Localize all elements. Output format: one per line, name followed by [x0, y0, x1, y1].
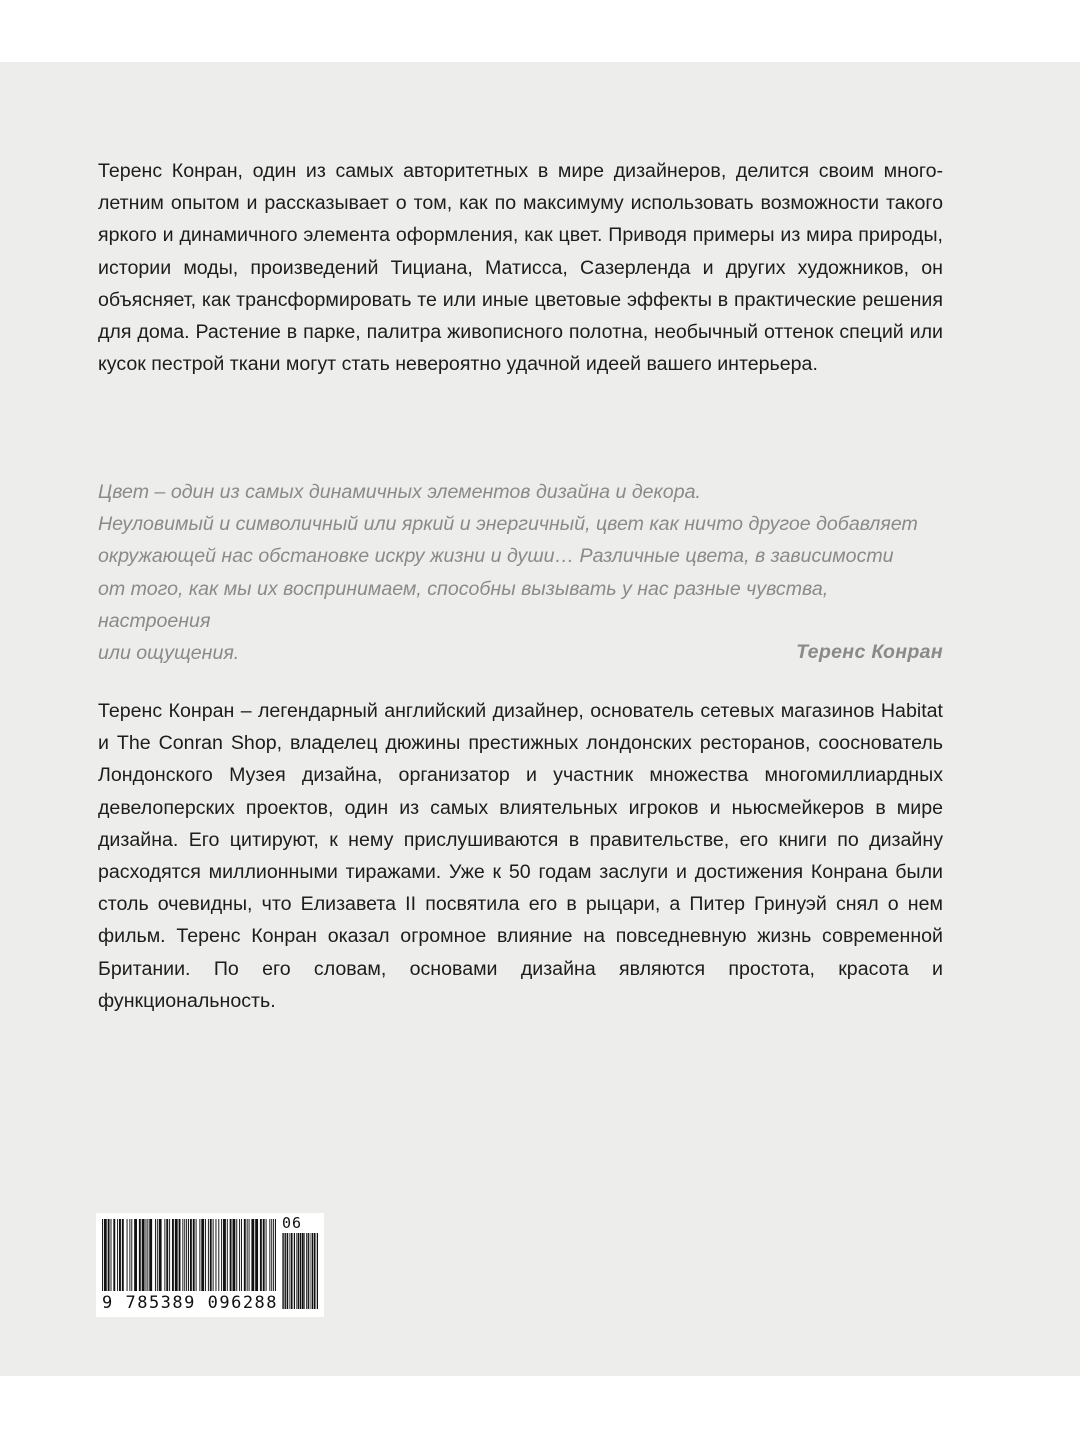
barcode-bar: [266, 1219, 267, 1291]
barcode-bar: [230, 1219, 232, 1291]
barcode-bar: [119, 1219, 121, 1291]
barcode-bar: [169, 1219, 170, 1291]
barcode-bar: [249, 1219, 250, 1291]
barcode-bar: [244, 1219, 246, 1291]
barcode-bar: [182, 1219, 183, 1291]
barcode-bar: [218, 1219, 219, 1291]
barcode-bar: [111, 1219, 112, 1291]
barcode-bar: [255, 1219, 258, 1291]
barcode-addon-bar: [291, 1233, 293, 1309]
barcode-bar: [159, 1219, 162, 1291]
barcode-addon-bar: [302, 1233, 304, 1309]
barcode-bar: [263, 1219, 265, 1291]
barcode-addon-digits: 06: [282, 1214, 303, 1232]
barcode-bar: [102, 1219, 103, 1291]
barcode-bar: [129, 1219, 130, 1291]
barcode-bar: [179, 1219, 181, 1291]
quote-author: Теренс Конран: [796, 641, 943, 663]
barcode-bar: [233, 1219, 236, 1291]
barcode-bar: [188, 1219, 189, 1291]
quote-line: или ощущения.: [98, 642, 240, 665]
barcode-bar: [251, 1219, 254, 1291]
intro-paragraph: Теренс Конран, один из самых авторитетных в мире дизайнеров, делится своим многолетним опытом и рассказывает о том, как по максимуму использовать возможности такого яркого и динамичного элемента оформления, как цвет. Приводя примеры из мира природы, истории моды, произведений Тициана, Матисса, Сазерленда и других художников, он объясняет, как трансформировать те или иные цветовые эффекты в практические решения для дома. Растение в парке, палитра живописного полотна, необычный оттенок специй или кусок пестрой ткани могут стать невероятно удачной идеей вашего интерьера.: [98, 160, 943, 376]
barcode-addon-bar: [285, 1233, 286, 1309]
barcode-bar: [149, 1219, 152, 1291]
barcode-bar: [236, 1219, 237, 1291]
barcode-bar: [131, 1219, 132, 1291]
barcode-bar: [104, 1219, 107, 1291]
barcode-bar: [155, 1219, 156, 1291]
barcode-addon-bar: [298, 1233, 300, 1309]
barcode-bar: [205, 1219, 206, 1291]
barcode-bar: [260, 1219, 262, 1291]
barcode-bar: [221, 1219, 222, 1291]
barcode-addon-bar: [283, 1233, 284, 1309]
barcode-addon-bar: [304, 1233, 305, 1309]
quote-line: Цвет – один из самых динамичных элементов дизайна и декора.: [98, 481, 701, 503]
barcode-bar: [275, 1219, 276, 1291]
barcode-bar: [196, 1219, 197, 1291]
barcode-bar: [208, 1219, 209, 1291]
barcode-addon-bar: [289, 1233, 290, 1309]
barcode-bar: [184, 1219, 185, 1291]
barcode-bar: [122, 1219, 124, 1291]
barcode-bar: [227, 1219, 228, 1291]
barcode-bar: [108, 1219, 110, 1291]
barcode-addon-bar: [317, 1233, 318, 1309]
barcode-addon-bar: [312, 1233, 313, 1309]
barcode-addon-bar: [308, 1233, 309, 1309]
barcode-bar: [239, 1219, 240, 1291]
barcode-bar: [117, 1219, 118, 1291]
quote-line: Неуловимый и символичный или яркий и энергичный, цвет как ничто другое добавляет: [98, 513, 918, 536]
barcode-bar: [190, 1219, 192, 1291]
barcode-bar: [147, 1219, 148, 1291]
barcode-bar: [175, 1219, 178, 1291]
author-bio-paragraph: Теренс Конран – легендарный английский дизайнер, основатель сетевых магазинов Habitat и The Conran Shop, владелец дюжины престижных лондонских ресторанов, сооснователь Лондонского Музея дизайна, организатор и участник множества многомиллиардных девелоперских проектов, один из самых влиятельных игроков и ньюсмейкеров в мире дизайна. Его цитируют, к нему прислушиваются в правительстве, его книги по дизайну расходятся миллионными тиражами. Уже к 50 годам заслуги и достижения Конрана были столь очевидны, что Елизавета II посвятила его в рыцари, а Питер Гринуэй снял о нем фильм. Теренс Конран оказал огромное влияние на повседневную жизнь современной Британии. По его словам, основами дизайна являются простота, красота и функциональность.: [98, 700, 943, 1012]
barcode-bar: [142, 1219, 145, 1291]
barcode-bar: [193, 1219, 195, 1291]
barcode-bar: [241, 1219, 242, 1291]
barcode-addon-bar: [287, 1233, 288, 1309]
barcode-addon-bar: [282, 1233, 283, 1309]
barcode-addon-bar: [296, 1233, 297, 1309]
barcode-bar: [172, 1219, 174, 1291]
barcode-bar: [199, 1219, 200, 1291]
barcode-bar: [166, 1219, 168, 1291]
barcode-addon-bar: [294, 1233, 295, 1309]
quote-line: окружающей нас обстановке искру жизни и души… Различные цвета, в зависимости: [98, 545, 894, 568]
isbn-barcode: [96, 1213, 324, 1317]
barcode-digits: 9 785389 096288: [102, 1293, 279, 1313]
barcode-bar: [247, 1219, 248, 1291]
barcode-bar: [146, 1219, 147, 1291]
barcode-bar: [215, 1219, 216, 1291]
barcode-bar: [210, 1219, 212, 1291]
barcode-bar: [269, 1219, 270, 1291]
barcode-addon-bar: [314, 1233, 316, 1309]
barcode-bar: [164, 1219, 165, 1291]
quote-line: от того, как мы их воспринимаем, способны вызывать у нас разные чувства, настроения: [98, 577, 829, 632]
barcode-bar: [127, 1219, 128, 1291]
barcode-addon-bar: [300, 1233, 301, 1309]
barcode-bar: [113, 1219, 115, 1291]
barcode-bar: [139, 1219, 141, 1291]
barcode-bar: [213, 1219, 214, 1291]
barcode-bar: [271, 1219, 272, 1291]
barcode-bar: [223, 1219, 226, 1291]
barcode-bar: [134, 1219, 137, 1291]
barcode-bar: [201, 1219, 204, 1291]
barcode-bar: [186, 1219, 187, 1291]
barcode-addon-bar: [311, 1233, 312, 1309]
barcode-addon-bar: [306, 1233, 307, 1309]
barcode-bar: [157, 1219, 158, 1291]
barcode-bar: [273, 1219, 274, 1291]
